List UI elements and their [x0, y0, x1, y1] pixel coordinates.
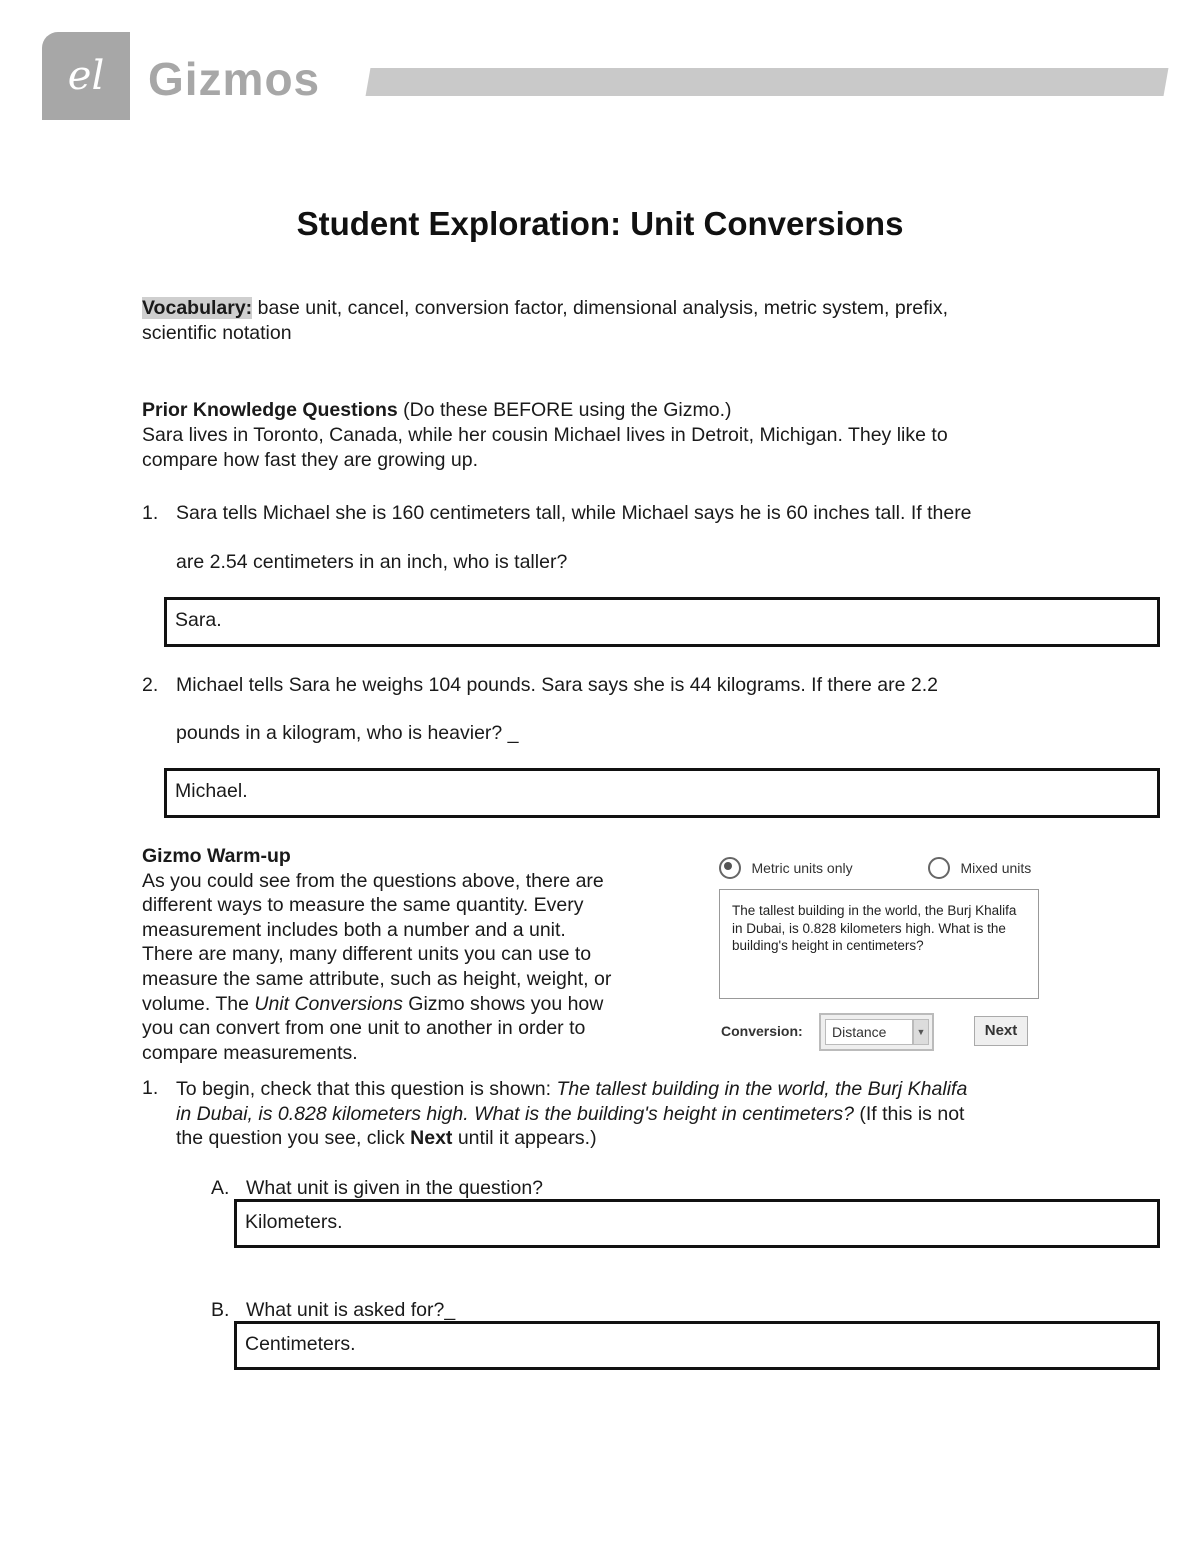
- warmup-line: you can convert from one unit to another in order to: [142, 1017, 586, 1040]
- prior-intro-2: compare how fast they are growing up.: [142, 449, 479, 471]
- radio-selected-icon: [719, 857, 741, 879]
- brand-name: Gizmos: [148, 53, 321, 105]
- prior-heading: Prior Knowledge Questions: [142, 399, 398, 421]
- vocabulary-list-2: scientific notation: [142, 322, 292, 344]
- conversion-label: Conversion:: [721, 1023, 803, 1039]
- warmup-line: [142, 992, 682, 1017]
- radio-mixed-label: Mixed units: [960, 860, 1032, 876]
- quoted-question: in Dubai, is 0.828 kilometers high. What is the building's height in centimeters?: [176, 1102, 854, 1125]
- warmup-line: measurement includes both a number and a unit.: [142, 918, 566, 941]
- answer-field[interactable]: Centimeters.: [234, 1321, 1160, 1370]
- warmup-line: different ways to measure the same quantity. Every: [142, 894, 584, 917]
- part-question: What unit is asked for?_: [246, 1299, 456, 1321]
- question-text: (If this is not: [853, 1102, 965, 1125]
- quoted-question: The tallest building in the world, the Burj Khalifa: [556, 1078, 968, 1100]
- warmup-text: volume. The: [142, 992, 255, 1015]
- radio-unselected-icon: [928, 857, 950, 879]
- warmup-section: [142, 844, 682, 1065]
- question-number: 2.: [142, 674, 159, 696]
- question-number: 1.: [142, 1077, 159, 1099]
- warmup-question: [176, 1077, 1176, 1151]
- answer-field[interactable]: Michael.: [164, 768, 1160, 818]
- radio-mixed-units[interactable]: [928, 857, 1031, 879]
- question-text: To begin, check that this question is shown:: [176, 1078, 557, 1100]
- question-number: 1.: [142, 502, 159, 524]
- prior-knowledge-section: [142, 398, 1142, 473]
- conversion-select[interactable]: [819, 1013, 934, 1051]
- question-text: until it appears.): [452, 1127, 597, 1150]
- vocabulary-list-1: base unit, cancel, conversion factor, dimensional analysis, metric system, prefix,: [252, 297, 948, 319]
- vocabulary-label: Vocabulary:: [142, 297, 253, 319]
- vocabulary: [142, 296, 1142, 346]
- part-label: B.: [211, 1299, 230, 1321]
- radio-metric-label: Metric units only: [751, 860, 853, 876]
- answer-field[interactable]: Kilometers.: [234, 1199, 1160, 1248]
- warmup-text: Gizmo shows you how: [402, 992, 604, 1015]
- warmup-line: compare measurements.: [142, 1041, 358, 1064]
- part-question: What unit is given in the question?: [246, 1177, 544, 1199]
- question-text: pounds in a kilogram, who is heavier? _: [176, 722, 519, 744]
- next-button[interactable]: Next: [974, 1016, 1028, 1046]
- chevron-down-icon: ▼: [913, 1019, 929, 1045]
- gizmo-question-box: The tallest building in the world, the Burj Khalifa in Dubai, is 0.828 kilometers high. What is the building's height in centimeters?: [719, 889, 1039, 999]
- question-text: Sara tells Michael she is 160 centimeters tall, while Michael says he is 60 inches tall. If there: [176, 502, 972, 524]
- prior-heading-note: (Do these BEFORE using the Gizmo.): [397, 399, 732, 421]
- warmup-line: As you could see from the questions above, there are: [142, 869, 604, 892]
- conversion-value: Distance: [825, 1019, 913, 1045]
- header-bar: [366, 68, 1169, 96]
- warmup-heading: Gizmo Warm-up: [142, 845, 291, 867]
- question-text: are 2.54 centimeters in an inch, who is taller?: [176, 551, 568, 573]
- gizmo-name: Unit Conversions: [254, 992, 403, 1015]
- answer-field[interactable]: Sara.: [164, 597, 1160, 647]
- part-label: A.: [211, 1177, 230, 1199]
- brand-logo: [42, 32, 130, 120]
- warmup-line: measure the same attribute, such as height, weight, or: [142, 967, 612, 990]
- warmup-line: There are many, many different units you can use to: [142, 943, 592, 966]
- radio-metric-units[interactable]: [719, 857, 853, 879]
- question-text: Michael tells Sara he weighs 104 pounds. Sara says she is 44 kilograms. If there are 2.2: [176, 674, 938, 696]
- logo-mark: el: [67, 53, 105, 99]
- question-text: the question you see, click: [176, 1127, 411, 1150]
- page-title: Student Exploration: Unit Conversions: [296, 205, 904, 242]
- prior-intro-1: Sara lives in Toronto, Canada, while her cousin Michael lives in Detroit, Michigan. They like to: [142, 424, 948, 446]
- next-reference: Next: [410, 1127, 453, 1150]
